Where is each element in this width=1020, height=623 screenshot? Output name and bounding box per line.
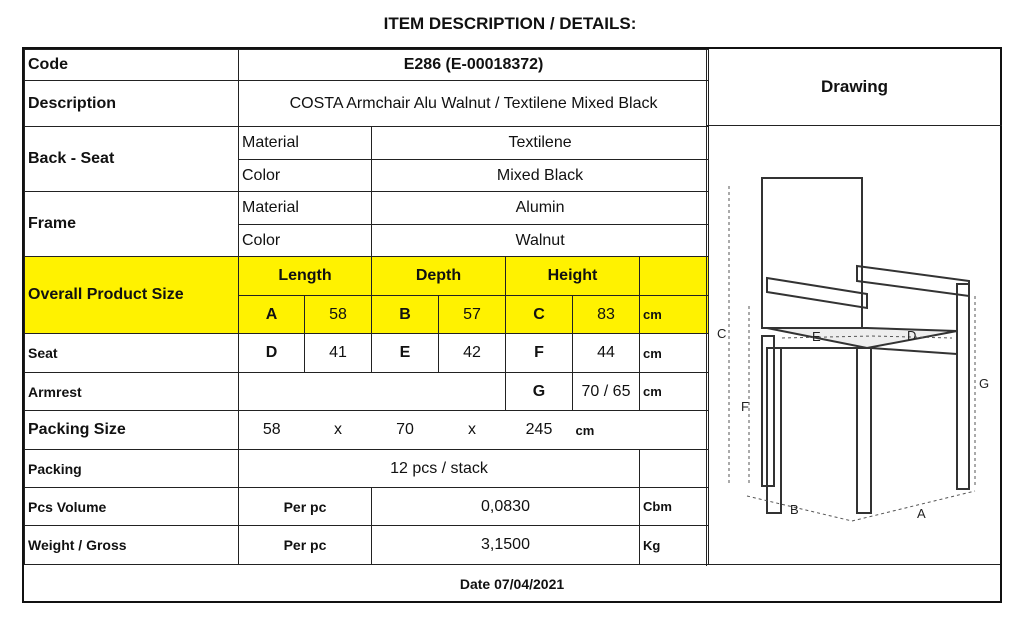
dim-d-letter: D bbox=[239, 334, 305, 373]
packing-value: 12 pcs / stack bbox=[239, 450, 640, 488]
dim-e-letter: E bbox=[372, 334, 439, 373]
dim-a-value: 58 bbox=[305, 296, 372, 334]
dim-e-value: 42 bbox=[439, 334, 506, 373]
armrest-row bbox=[25, 373, 709, 411]
weight-label: Weight / Gross bbox=[25, 526, 239, 565]
overall-header-empty bbox=[640, 257, 709, 296]
description-value: COSTA Armchair Alu Walnut / Textilene Mixed Black bbox=[239, 81, 709, 127]
date-footer: Date 07/04/2021 bbox=[24, 564, 1000, 602]
overall-size-label: Overall Product Size bbox=[25, 257, 239, 334]
weight-value: 3,1500 bbox=[372, 526, 640, 565]
pcs-volume-unit: Cbm bbox=[640, 488, 709, 526]
drawing-area bbox=[706, 126, 1002, 566]
packing-height: 245 bbox=[506, 411, 573, 450]
drawing-header: Drawing bbox=[706, 49, 1002, 126]
pcs-volume-label: Pcs Volume bbox=[25, 488, 239, 526]
height-header: Height bbox=[506, 257, 640, 296]
frame-label: Frame bbox=[25, 192, 239, 257]
weight-per: Per pc bbox=[239, 526, 372, 565]
packing-size-unit: cm bbox=[573, 411, 709, 450]
packing-empty bbox=[640, 450, 709, 488]
packing-x-1: x bbox=[305, 411, 372, 450]
chair-back-leg-right bbox=[957, 284, 969, 489]
back-seat-color-label: Color bbox=[239, 160, 372, 192]
weight-unit: Kg bbox=[640, 526, 709, 565]
dim-b-label: B bbox=[790, 502, 799, 517]
back-seat-label: Back - Seat bbox=[25, 127, 239, 192]
overall-header-row bbox=[25, 257, 709, 296]
packing-label: Packing bbox=[25, 450, 239, 488]
overall-unit: cm bbox=[640, 296, 709, 334]
dim-g-letter: G bbox=[506, 373, 573, 411]
packing-size-row bbox=[25, 411, 709, 450]
dim-f-label: F bbox=[741, 399, 749, 414]
dim-g-label: G bbox=[979, 376, 990, 391]
seat-row bbox=[25, 334, 709, 373]
code-value: E286 (E-00018372) bbox=[239, 50, 709, 81]
packing-row bbox=[25, 450, 709, 488]
pcs-volume-per: Per pc bbox=[239, 488, 372, 526]
dim-d-value: 41 bbox=[305, 334, 372, 373]
description-label: Description bbox=[25, 81, 239, 127]
dim-f-letter: F bbox=[506, 334, 573, 373]
description-row bbox=[25, 81, 709, 127]
frame-material-row bbox=[25, 192, 709, 225]
back-seat-color-value: Mixed Black bbox=[372, 160, 709, 192]
frame-material-label: Material bbox=[239, 192, 372, 225]
frame-material-value: Alumin bbox=[372, 192, 709, 225]
dim-e-label: E bbox=[812, 329, 821, 344]
packing-size-label: Packing Size bbox=[25, 411, 239, 450]
document-title: ITEM DESCRIPTION / DETAILS: bbox=[383, 14, 637, 33]
armrest-label: Armrest bbox=[25, 373, 239, 411]
pcs-volume-row bbox=[25, 488, 709, 526]
code-row bbox=[25, 50, 709, 81]
dim-b-value: 57 bbox=[439, 296, 506, 334]
dim-g-value: 70 / 65 bbox=[573, 373, 640, 411]
code-label: Code bbox=[25, 50, 239, 81]
dim-a-label: A bbox=[917, 506, 926, 521]
chair-armrest-right bbox=[857, 266, 969, 296]
weight-row bbox=[25, 526, 709, 565]
dim-c-letter: C bbox=[506, 296, 573, 334]
back-seat-material-value: Textilene bbox=[372, 127, 709, 160]
pcs-volume-value: 0,0830 bbox=[372, 488, 640, 526]
packing-length: 58 bbox=[239, 411, 305, 450]
seat-label: Seat bbox=[25, 334, 239, 373]
armrest-empty bbox=[239, 373, 506, 411]
packing-x-2: x bbox=[439, 411, 506, 450]
spec-sheet bbox=[22, 47, 1002, 603]
armrest-unit: cm bbox=[640, 373, 709, 411]
dim-c-label: C bbox=[717, 326, 727, 341]
back-seat-material-row bbox=[25, 127, 709, 160]
dim-b-letter: B bbox=[372, 296, 439, 334]
dim-d-label: D bbox=[907, 328, 917, 343]
spec-table bbox=[24, 49, 709, 565]
back-seat-material-label: Material bbox=[239, 127, 372, 160]
dim-c-value: 83 bbox=[573, 296, 640, 334]
dim-f-value: 44 bbox=[573, 334, 640, 373]
chair-armrest-left bbox=[767, 278, 867, 308]
frame-color-label: Color bbox=[239, 225, 372, 257]
seat-unit: cm bbox=[640, 334, 709, 373]
frame-color-value: Walnut bbox=[372, 225, 709, 257]
length-header: Length bbox=[239, 257, 372, 296]
dim-a-letter: A bbox=[239, 296, 305, 334]
packing-width: 70 bbox=[372, 411, 439, 450]
chair-front-leg-right bbox=[857, 348, 871, 513]
chair-drawing bbox=[707, 126, 1003, 566]
depth-header: Depth bbox=[372, 257, 506, 296]
